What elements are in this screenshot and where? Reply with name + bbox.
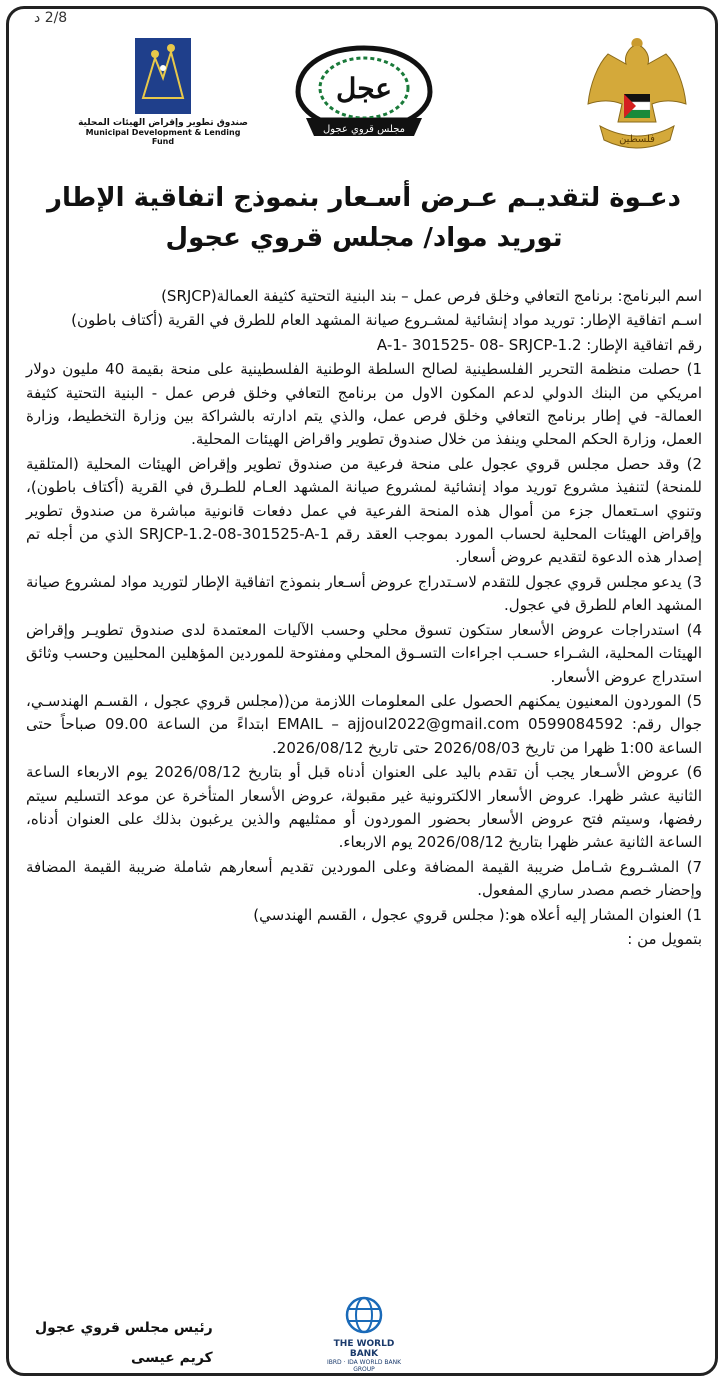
- header-logos: [20, 30, 708, 160]
- world-bank-logo: [324, 1295, 404, 1373]
- signature-block: [35, 1313, 213, 1373]
- world-bank-globe-icon: [344, 1295, 384, 1335]
- title-line-1: دعـوة لتقديـم عـرض أسـعار بنموذج اتفاقية الإطار: [47, 183, 681, 213]
- page-number: 2/8 د: [30, 10, 71, 26]
- clause-3: 3) يدعو مجلس قروي عجول للتقدم لاسـتدراج عروض أسـعار بنموذج اتفاقية الإطار لتوريد مواد لمشروع صيانة المشهد العام للطرق في عجول.: [26, 572, 702, 615]
- mdlf-logo-icon: [135, 38, 191, 114]
- clause-4: 4) استدراجات عروض الأسعار ستكون تسوق محلي وحسب الآليات المعتمدة لدى صندوق تطويـر وإقراض الهيئات المحلية، الشـراء حسـب اجراءات التسـوق المحلي ومفتوحة للموردين المؤهلين المحليين وحسب وثائق استدراج عروض الأسعار.: [26, 620, 702, 686]
- council-seal-icon: [288, 42, 440, 142]
- agreement-name: اسـم اتفاقية الإطار: توريد مواد إنشائية لمشـروع صيانة المشهد العام للطرق في القرية (أكتاف باطون): [71, 311, 702, 330]
- funding-label: بتمويل من :: [627, 929, 702, 948]
- mdlf-arabic-name: صندوق تطوير وإقراض الهيئات المحلية: [78, 118, 248, 128]
- clause-7: 7) المشـروع شـامل ضريبة القيمة المضافة وعلى الموردين تقديم أسعارهم شاملة ضريبة القيمة المضافة وإحضار خصم مصدر ساري المفعول.: [26, 857, 702, 900]
- agreement-number: رقم اتفاقية الإطار: A-1- 301525- 08- SRJCP-1.2: [376, 335, 702, 354]
- world-bank-name: THE WORLD BANK: [333, 1339, 395, 1359]
- signature-name: كريم عيسى: [131, 1350, 213, 1366]
- program-name: اسم البرنامج: برنامج التعافي وخلق فرص عمل – بند البنية التحتية كثيفة العمالة(SRJCP): [161, 287, 702, 305]
- palestine-eagle-icon: [578, 34, 696, 159]
- council-logo-text: مجلس قروي عجول: [322, 124, 406, 135]
- mdlf-logo: [78, 38, 248, 148]
- address-clause: 1) العنوان المشار إليه أعلاه هو:( مجلس قروي عجول ، القسم الهندسي): [253, 905, 702, 924]
- clause-6: 6) عروض الأسـعار يجب أن تقدم باليد على العنوان أدناه قبل أو بتاريخ 2026/08/12 يوم الاربعاء الساعة الثانية عشر ظهرا. عروض الأسعار الالكترونية غير مقبولة، عروض الأسعار المتأخرة عن موعد التسليم سيتم رفضها، وسيتم فتح عروض الأسعار بحضور الموردون أو ممثليهم والذين يرغبون بذلك على العنوان أدناه، الساعة الثانية عشر ظهرا بتاريخ 2026/08/12 يوم الاربعاء.: [26, 763, 703, 852]
- clause-5: 5) الموردون المعنيون يمكنهم الحصول على المعلومات اللازمة من((مجلس قروي عجول ، القسـم الهندسـي، جوال رقم: 0599084592 EMAIL – ajjoul2022@gmail.com ابتداءً من الساعة 09.00 صباحاً حتى الساعة 1:00 ظهرا من تاريخ 2026/08/03 حتى تاريخ 2026/08/12.: [26, 691, 703, 757]
- title-line-2: توريد مواد/ مجلس قروي عجول: [165, 223, 563, 253]
- clause-2: 2) وقد حصل مجلس قروي عجول على منحة فرعية من صندوق تطوير وإقراض الهيئات المحلية (المتلقية للمنحة) لتنفيذ مشروع توريد مواد إنشائية لمشروع صيانة المشهد العـام للطـرق في القرية (أكتاف باطون)، وتنوي اسـتعمال جزء من أموال هذه المنحة الفرعية في عمل دفعات قانونية مباشرة من صندوق تطوير وإقراض الهيئات المحلية لحساب المورد بموجب العقد رقم SRJCP-1.2-08-301525-A-1 الذي من أجله تم إصدار هذه الدعوة لتقديم عروض أسعار.: [26, 454, 702, 567]
- footer: [20, 1285, 708, 1373]
- mdlf-english-name: Municipal Development & Lending Fund: [85, 128, 241, 146]
- svg-text:عجل: عجل: [336, 72, 392, 105]
- clause-1: 1) حصلت منظمة التحرير الفلسطينية لصالح السلطة الوطنية الفلسطينية على منحة بقيمة 40 مليون دولار امريكي من البنك الدولي لدعم المكون الاول من برنامج التعافي وخلق فرص عمل - البنية التحتية كثيفة العمالة- في إطار برنامج التعافي وخلق فرص عمل، والذي يتم ادارته بالشراكة بين وزارة التخطيط، وزارة العمل، وزارة الحكم المحلي وينفذ من خلال صندوق تطوير واقراض الهيئات المحلية.: [26, 360, 702, 449]
- signature-title: رئيس مجلس قروي عجول: [35, 1320, 213, 1336]
- world-bank-sub: IBRD · IDA WORLD BANK GROUP: [326, 1359, 402, 1373]
- page-title: [20, 178, 708, 258]
- eagle-caption: فلسطين: [619, 134, 655, 145]
- announcement-body: [26, 285, 702, 952]
